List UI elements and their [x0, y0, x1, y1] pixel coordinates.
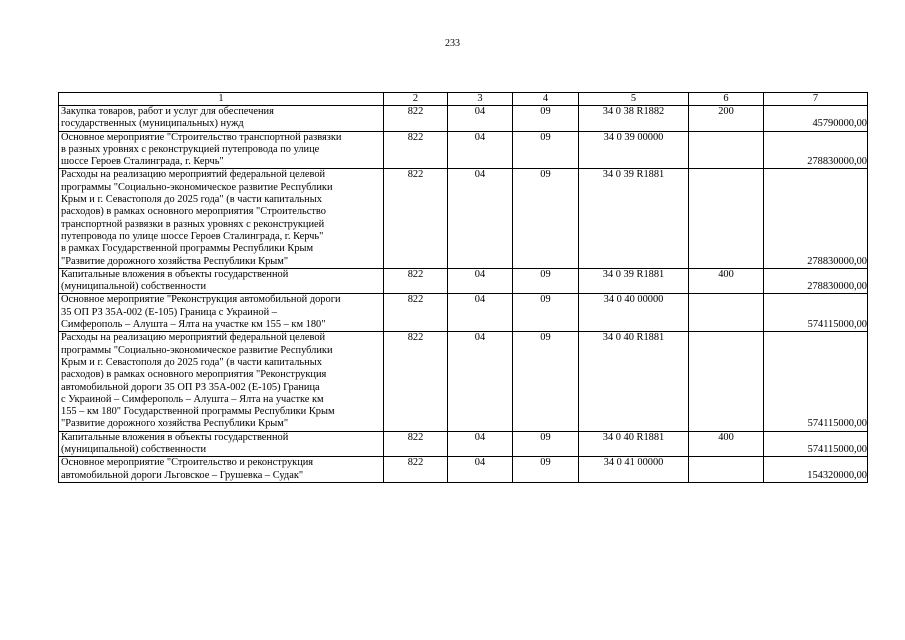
section-code: 04	[448, 169, 513, 268]
table-row	[59, 169, 868, 268]
section-code: 04	[448, 332, 513, 431]
amount-value: 574115000,00	[764, 294, 868, 332]
ministry-code: 822	[384, 169, 448, 268]
section-code: 04	[448, 131, 513, 169]
section-code: 04	[448, 431, 513, 457]
expense-type-code	[689, 332, 764, 431]
subsection-code: 09	[513, 431, 579, 457]
header-row	[59, 93, 868, 106]
expense-item-name: Закупка товаров, работ и услуг для обеспечения государственных (муниципальных) нужд	[59, 106, 384, 132]
section-code: 04	[448, 106, 513, 132]
subsection-code: 09	[513, 131, 579, 169]
page-number: 233	[445, 38, 460, 49]
ministry-code: 822	[384, 294, 448, 332]
expense-type-code	[689, 457, 764, 483]
expense-item-name: Расходы на реализацию мероприятий федеральной целевой программы "Социально-экономическое развитие Республики Крым и г. Севастополя до 2025 года" (в части капитальных расходов) в рамках основного мероприятия "Строительство транспортной развязки в разных уровнях с реконструкцией путепровода по улице шоссе Героев Сталинграда, г. Керчь" в рамках Государственной программы Республики Крым "Развитие дорожного хозяйства Республики Крым"	[59, 169, 384, 268]
budget-table	[58, 92, 868, 483]
section-code: 04	[448, 268, 513, 294]
subsection-code: 09	[513, 332, 579, 431]
expense-item-name: Расходы на реализацию мероприятий федеральной целевой программы "Социально-экономическое развитие Республики Крым и г. Севастополя до 2025 года" (в части капитальных расходов) в рамках основного мероприятия "Реконструкция автомобильной дороги 35 ОП РЗ 35А-002 (Е-105) Граница с Украиной – Симферополь – Алушта – Ялта на участке км 155 – км 180" Государственной программы Республики Крым "Развитие дорожного хозяйства Республики Крым"	[59, 332, 384, 431]
table-row	[59, 131, 868, 169]
expense-item-name: Капитальные вложения в объекты государственной (муниципальной) собственности	[59, 431, 384, 457]
section-code: 04	[448, 294, 513, 332]
expense-type-code: 400	[689, 431, 764, 457]
amount-value: 45790000,00	[764, 106, 868, 132]
column-header: 6	[689, 93, 764, 106]
amount-value: 278830000,00	[764, 131, 868, 169]
amount-value: 574115000,00	[764, 431, 868, 457]
subsection-code: 09	[513, 457, 579, 483]
expense-item-name: Основное мероприятие "Реконструкция автомобильной дороги 35 ОП РЗ 35А-002 (Е-105) Граница с Украиной – Симферополь – Алушта – Ялта на участке км 155 – км 180"	[59, 294, 384, 332]
expense-type-code: 400	[689, 268, 764, 294]
expense-item-name: Основное мероприятие "Строительство и реконструкция автомобильной дороги Льговское – Грушевка – Судак"	[59, 457, 384, 483]
expense-type-code	[689, 169, 764, 268]
table-row	[59, 294, 868, 332]
ministry-code: 822	[384, 131, 448, 169]
section-code: 04	[448, 457, 513, 483]
target-article-code: 34 0 39 R1881	[579, 169, 689, 268]
table-row	[59, 106, 868, 132]
amount-value: 278830000,00	[764, 169, 868, 268]
table-row	[59, 268, 868, 294]
ministry-code: 822	[384, 457, 448, 483]
subsection-code: 09	[513, 294, 579, 332]
expense-type-code	[689, 294, 764, 332]
amount-value: 278830000,00	[764, 268, 868, 294]
target-article-code: 34 0 41 00000	[579, 457, 689, 483]
column-header: 5	[579, 93, 689, 106]
target-article-code: 34 0 40 R1881	[579, 431, 689, 457]
target-article-code: 34 0 40 R1881	[579, 332, 689, 431]
column-header: 7	[764, 93, 868, 106]
amount-value: 154320000,00	[764, 457, 868, 483]
target-article-code: 34 0 40 00000	[579, 294, 689, 332]
ministry-code: 822	[384, 431, 448, 457]
target-article-code: 34 0 39 R1881	[579, 268, 689, 294]
ministry-code: 822	[384, 268, 448, 294]
expense-type-code	[689, 131, 764, 169]
ministry-code: 822	[384, 332, 448, 431]
table-row	[59, 332, 868, 431]
amount-value: 574115000,00	[764, 332, 868, 431]
expense-type-code: 200	[689, 106, 764, 132]
column-header: 2	[384, 93, 448, 106]
column-header: 1	[59, 93, 384, 106]
expense-item-name: Капитальные вложения в объекты государственной (муниципальной) собственности	[59, 268, 384, 294]
target-article-code: 34 0 39 00000	[579, 131, 689, 169]
table-row	[59, 457, 868, 483]
column-header: 4	[513, 93, 579, 106]
subsection-code: 09	[513, 169, 579, 268]
target-article-code: 34 0 38 R1882	[579, 106, 689, 132]
expense-item-name: Основное мероприятие "Строительство транспортной развязки в разных уровнях с реконструкцией путепровода по улице шоссе Героев Сталинграда, г. Керчь"	[59, 131, 384, 169]
subsection-code: 09	[513, 268, 579, 294]
table-row	[59, 431, 868, 457]
column-header: 3	[448, 93, 513, 106]
subsection-code: 09	[513, 106, 579, 132]
ministry-code: 822	[384, 106, 448, 132]
